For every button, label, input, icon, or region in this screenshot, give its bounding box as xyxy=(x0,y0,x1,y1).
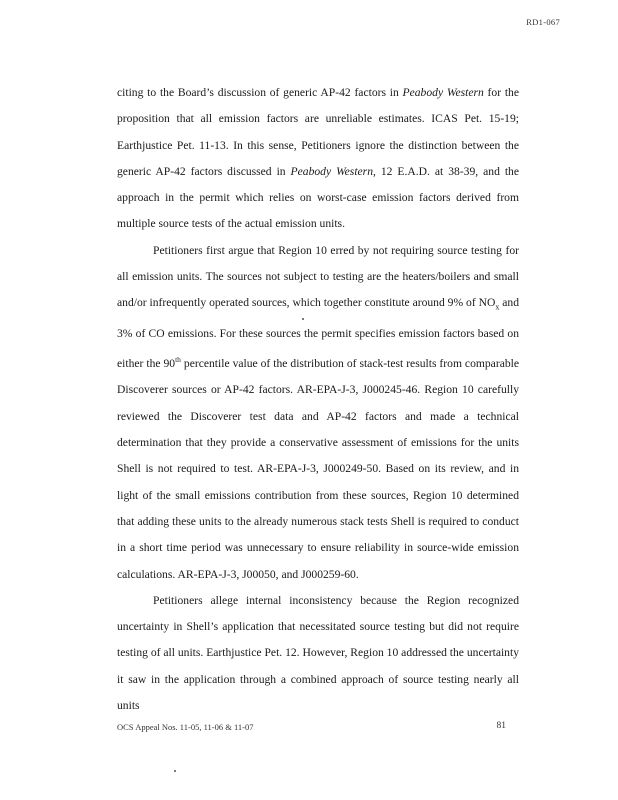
body-text xyxy=(117,80,519,719)
paragraph-source-testing: Petitioners first argue that Region 10 erred by not requiring source testing for all emission units. The sources not subject to testing are the heaters/boilers and small and/or infrequently operated sources, which together constitute around 9% of $NO_x$ and 3% of CO emissions. For these sources the permit specifies emission factors based on either the 90th percentile value of the distribution of stack-test results from comparable Discoverer sources or AP-42 factors. AR-EPA-J-3, J000245-46. Region 10 carefully reviewed the Discoverer test data and AP-42 factors and made a technical determination that they provide a conservative assessment of emissions for the units Shell is not required to test. AR-EPA-J-3, J000249-50. Based on its review, and in light of the small emissions contribution from these sources, Region 10 determined that adding these units to the already numerous stack tests Shell is required to conduct in a short time period was unnecessary to ensure reliability in source-wide emission calculations. AR-EPA-J-3, J00050, and J000259-60. xyxy=(117,243,520,581)
page-number: 81 xyxy=(496,721,506,731)
superscript-th: th xyxy=(175,355,181,365)
paragraph-continued: citing to the Board’s discussion of generic AP-42 factors in Peabody Western for the proposition that all emission factors are unreliable estimates. ICAS Pet. 15-19; Earthjustice Pet. 11-13. In this sense, Petitioners ignore the distinction between the generic AP-42 factors discussed in Peabody Western, 12 E.A.D. at 38-39, and the approach in the permit which relies on worst-case emission factors derived from multiple source tests of the actual emission units. xyxy=(117,86,519,231)
bates-number: RD1-067 xyxy=(526,17,560,27)
scan-speck xyxy=(174,770,176,772)
subscript-x: x xyxy=(495,302,500,312)
footer-citation: OCS Appeal Nos. 11-05, 11-06 & 11-07 xyxy=(117,722,254,732)
case-name-italic: Peabody Western xyxy=(402,86,484,99)
paragraph-inconsistency: Petitioners allege internal inconsistency because the Region recognized uncertainty in Shell’s application that necessitated source testing but did not require testing of all units. Earthjustice Pet. 12. However, Region 10 addressed the uncertainty it saw in the application through a combined approach of source testing nearly all units xyxy=(117,593,519,712)
case-name-italic: Peabody Western xyxy=(290,164,373,178)
scan-speck xyxy=(302,318,304,320)
